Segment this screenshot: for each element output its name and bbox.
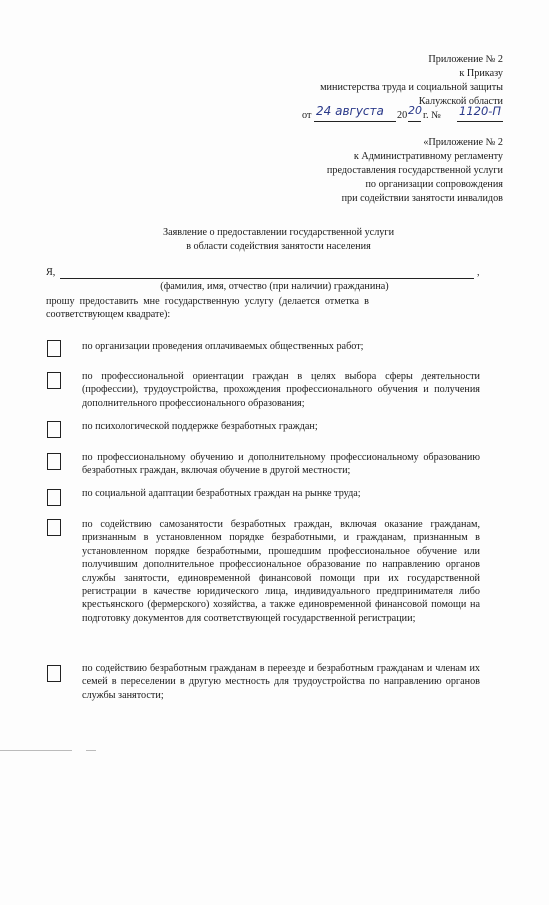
number-underline xyxy=(457,121,503,122)
option-text: по организации проведения оплачиваемых общественных работ; xyxy=(82,341,364,352)
date-prefix: от xyxy=(302,110,312,121)
appendix-number: Приложение № 2 xyxy=(428,54,503,65)
option-checkbox[interactable] xyxy=(47,453,61,470)
applicant-prefix: Я, xyxy=(46,267,56,278)
scan-artifact-dash xyxy=(86,750,96,751)
appendix-region: Калужской области xyxy=(418,96,503,107)
applicant-comma: , xyxy=(477,267,480,278)
option-text: по содействию самозанятости безработных граждан, включая оказание гражданам, признанным в установленном порядке безработными, и гражданам, признанным в установленном порядке безработными, прошедшим профессиональное обучение или получившим дополнительное профессиональное образование по направлению органов службы занятости, единовременной финансовой помощи при их государственной регистрации в качестве юридического лица, индивидуального предпринимателя либо крестьянского (фермерского) хозяйства, а также единовременной финансовой помощи на подготовку документов для соответствующей государственной регистрации; xyxy=(82,519,480,624)
year-prefix: 20 xyxy=(397,110,408,121)
request-line-2: соответствующем квадрате): xyxy=(46,309,171,320)
reglament-org: по организации сопровождения xyxy=(365,179,503,190)
reglament-disabled: при содействии занятости инвалидов xyxy=(341,193,503,204)
option-checkbox[interactable] xyxy=(47,372,61,389)
year-underline xyxy=(408,121,421,122)
applicant-hint: (фамилия, имя, отчество (при наличии) гражданина) xyxy=(160,281,389,292)
reglament-ref: к Административному регламенту xyxy=(353,151,503,162)
option-checkbox[interactable] xyxy=(47,489,61,506)
option-checkbox[interactable] xyxy=(47,340,61,357)
applicant-name-field[interactable] xyxy=(60,278,474,279)
appendix-ministry: министерства труда и социальной защиты xyxy=(320,82,503,93)
option-checkbox[interactable] xyxy=(47,519,61,536)
title-line-2: в области содействия занятости населения xyxy=(186,241,371,252)
option-text: по психологической поддержке безработных граждан; xyxy=(82,421,318,432)
reglament-appendix: «Приложение № 2 xyxy=(423,137,503,148)
option-checkbox[interactable] xyxy=(47,665,61,682)
request-line-1: прошу предоставить мне государственную услугу (делается отметка в xyxy=(46,296,369,307)
option-checkbox[interactable] xyxy=(47,421,61,438)
option-text: по содействию безработным гражданам в переезде и безработным гражданам и членам их семей в переселении в другую местность для трудоустройства по направлению органов службы занятости; xyxy=(82,663,480,701)
date-handwritten: 24 августа xyxy=(316,104,384,118)
reglament-service: предоставления государственной услуги xyxy=(326,165,503,176)
option-text: по социальной адаптации безработных граждан на рынке труда; xyxy=(82,488,361,499)
date-underline xyxy=(314,121,396,122)
year-handwritten: 20 xyxy=(408,104,422,117)
number-prefix: г. № xyxy=(423,110,441,121)
scan-artifact-line xyxy=(0,750,72,751)
title-line-1: Заявление о предоставлении государственной услуги xyxy=(162,227,395,238)
appendix-order-ref: к Приказу xyxy=(459,68,503,79)
option-text: по профессиональной ориентации граждан в целях выбора сферы деятельности (профессии), трудоустройства, прохождения профессионального обучения и получения дополнительного профессионального образования; xyxy=(82,371,480,409)
option-text: по профессиональному обучению и дополнительному профессиональному образованию безработных граждан, включая обучение в другой местности; xyxy=(82,452,480,477)
number-handwritten: 1120-П xyxy=(459,104,502,118)
